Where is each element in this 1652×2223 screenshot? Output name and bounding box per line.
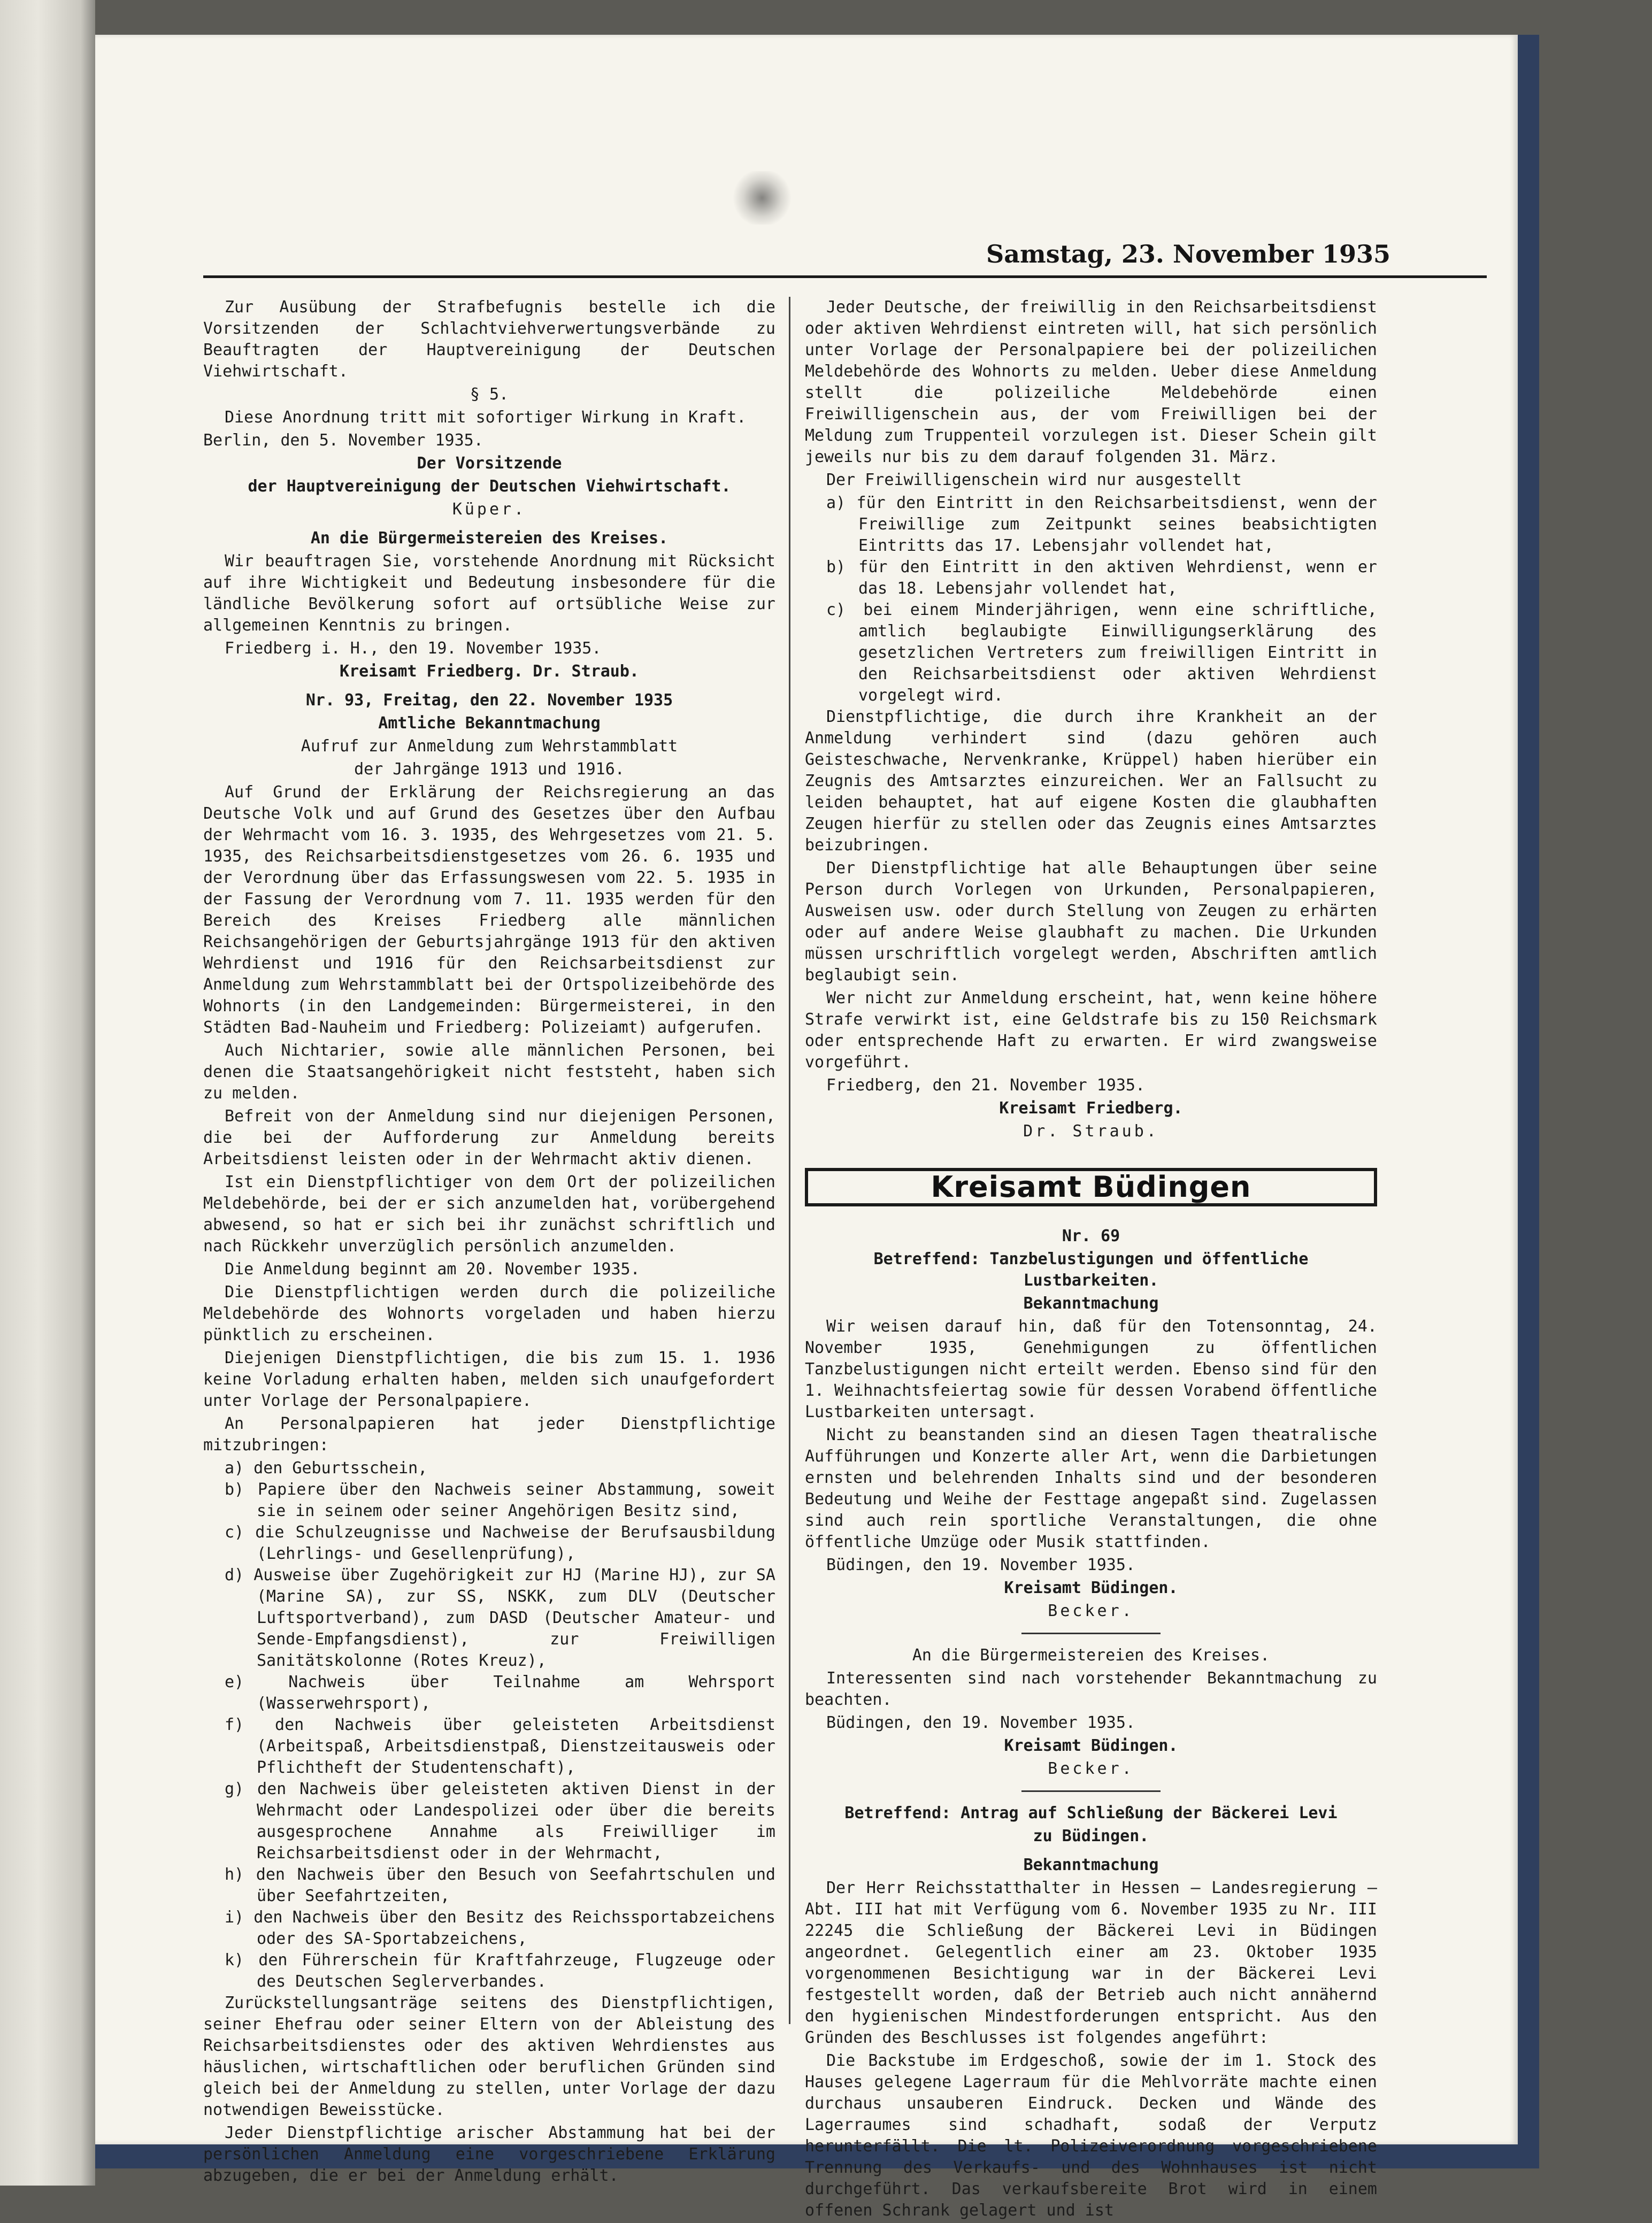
- list-item: g) den Nachweis über geleisteten aktiven Dienst in der Wehrmacht oder Landespolizei oder über die bereits ausgesprochene Annahme als Freiwilliger im Reichsarbeitsdienst oder in der Wehrmacht,: [225, 1780, 775, 1863]
- paragraph: Befreit von der Anmeldung sind nur diejenigen Personen, die bei der Aufforderung zur Anmeldung bereits Arbeitsdienst leisten oder in der Wehrmacht aktiv dienen.: [203, 1107, 775, 1168]
- paragraph: Wir weisen darauf hin, daß für den Totensonntag, 24. November 1935, Genehmigungen zu öffentlichen Tanzbelustigungen nicht erteilt werden. Ebenso sind für den 1. Weihnachtsfeiertag sowie für dessen Vorabend öffentliche Lustbarkeiten untersagt.: [805, 1317, 1377, 1421]
- paragraph: Jeder Deutsche, der freiwillig in den Reichsarbeitsdienst oder aktiven Wehrdienst eintreten will, hat sich persönlich unter Vorlage der Personalpapiere bei der polizeilichen Meldebehörde des Wohnorts zu melden. Ueber diese Anmeldung stellt die polizeiliche Meldebehörde einen Freiwilligenschein aus, der vom Freiwilligen bei der Meldung zum Truppenteil vorzulegen ist. Dieser Schein gilt jeweils nur bis zu dem darauf folgenden 31. März.: [805, 298, 1377, 466]
- place-date: Berlin, den 5. November 1935.: [203, 431, 483, 450]
- separator-rule: [1021, 1790, 1161, 1792]
- paragraph: Die Anmeldung beginnt am 20. November 1935.: [225, 1260, 640, 1279]
- paragraph: Auf Grund der Erklärung der Reichsregierung an das Deutsche Volk und auf Grund des Gesetzes über den Aufbau der Wehrmacht vom 16. 3. 1935, des Wehrgesetzes vom 21. 5. 1935, des Reichsarbeitsdienstgesetzes vom 26. 6. 1935 und der Verordnung über das Erfassungswesen vom 22. 5. 1935 in der Fassung der Verordnung vom 7. 11. 1935 werden für den Bereich des Kreises Friedberg alle männlichen Reichsangehörigen der Geburtsjahrgänge 1913 für den aktiven Wehrdienst und 1916 für den Reichsarbeitsdienst zur Anmeldung zum Wehrstammblatt bei der Ortspolizeibehörde des Wohnorts (in den Landgemeinden: Bürgermeisterei, in den Städten Bad-Nauheim und Friedberg: Polizeiamt) aufgerufen.: [203, 783, 775, 1037]
- paragraph: Die Dienstpflichtigen werden durch die polizeiliche Meldebehörde des Wohnorts vorgeladen und haben hierzu pünktlich zu erscheinen.: [203, 1283, 775, 1344]
- section-heading: § 5.: [470, 385, 509, 404]
- paragraph: Interessenten sind nach vorstehender Bekanntmachung zu beachten.: [805, 1669, 1377, 1709]
- notice-number: Nr. 69: [1062, 1227, 1120, 1245]
- paragraph: Der Freiwilligenschein wird nur ausgestellt: [826, 471, 1242, 489]
- list-item: e) Nachweis über Teilnahme am Wehrsport (Wasserwehrsport),: [225, 1673, 775, 1713]
- place-date: Büdingen, den 19. November 1935.: [826, 1556, 1135, 1574]
- subject-line: Betreffend: Antrag auf Schließung der Bäckerei Levi: [844, 1804, 1338, 1822]
- paragraph: Auch Nichtarier, sowie alle männlichen Personen, bei denen die Staatsangehörigkeit nicht feststeht, haben sich zu melden.: [203, 1041, 775, 1103]
- paragraph: Diese Anordnung tritt mit sofortiger Wirkung in Kraft.: [225, 408, 747, 427]
- signature-name: Küper.: [452, 500, 527, 519]
- signature-line: Kreisamt Büdingen.: [1004, 1579, 1178, 1597]
- signature-line: Kreisamt Friedberg. Dr. Straub.: [340, 662, 639, 681]
- condition-list: [805, 493, 1377, 706]
- signature-name: Becker.: [1048, 1602, 1134, 1620]
- header-rule: [203, 275, 1487, 278]
- subject-line: zu Büdingen.: [1033, 1827, 1149, 1845]
- address-heading: An die Bürgermeistereien des Kreises.: [310, 529, 669, 548]
- list-item: i) den Nachweis über den Besitz des Reichssportabzeichens oder des SA-Sportabzeichens,: [225, 1908, 775, 1948]
- list-item: f) den Nachweis über geleisteten Arbeitsdienst (Arbeitspaß, Arbeitsdienstpaß, Dienstzeitausweis oder Pflichtheft der Studentenschaft),: [225, 1716, 775, 1777]
- list-item: b) für den Eintritt in den aktiven Wehrdienst, wenn er das 18. Lebensjahr vollendet hat,: [826, 558, 1377, 598]
- list-item: a) den Geburtsschein,: [225, 1459, 428, 1478]
- paragraph: Der Dienstpflichtige hat alle Behauptungen über seine Person durch Vorlegen von Urkunden, Personalpapieren, Ausweisen usw. oder durch Stellung von Zeugen zu erhärten oder auf andere Weise glaubhaft zu machen. Die Urkunden müssen urschriftlich vorgelegt werden, Abschriften amtlich beglaubigt sein.: [805, 859, 1377, 984]
- paragraph: Zur Ausübung der Strafbefugnis bestelle ich die Vorsitzenden der Schlachtviehverwertungsverbände zu Beauftragten der Hauptvereinigung der Deutschen Viehwirtschaft.: [203, 298, 775, 381]
- paragraph: Ist ein Dienstpflichtiger von dem Ort der polizeilichen Meldebehörde, bei der er sich anzumelden hat, vorübergehend abwesend, so hat er sich bei ihr zunächst schriftlich und nach Rückkehr unverzüglich persönlich anzumelden.: [203, 1173, 775, 1256]
- paragraph: Die Backstube im Erdgeschoß, sowie der im 1. Stock des Hauses gelegene Lagerraum für die Mehlvorräte machte einen durchaus unsauberen Eindruck. Decken und Wände des Lagerraumes sind schadhaft, sodaß der Verputz herunterfällt. Die lt. Polizeiverordnung vorgeschriebene Trennung des Verkaufs- und des Wohnhauses ist nicht durchgeführt. Das verkaufsbereite Brot wird in einem offenen Schrank gelagert und ist: [805, 2051, 1377, 2220]
- signature-name: Becker.: [1048, 1759, 1134, 1778]
- list-item: c) bei einem Minderjährigen, wenn eine schriftliche, amtlich beglaubigte Einwilligungserklärung des gesetzlichen Vertreters zum freiwilligen Eintritt in den Reichsarbeitsdienst oder aktiven Wehrdienst vorgelegt wird.: [826, 601, 1377, 705]
- notice-type: Amtliche Bekanntmachung: [378, 714, 601, 733]
- signature-name: Dr. Straub.: [1023, 1122, 1159, 1141]
- right-column: [805, 297, 1377, 2223]
- notice-number: Nr. 93, Freitag, den 22. November 1935: [305, 691, 673, 710]
- section-banner: Kreisamt Büdingen: [805, 1168, 1377, 1206]
- list-item: d) Ausweise über Zugehörigkeit zur HJ (Marine HJ), zur SA (Marine SA), zur SS, NSKK, zum DLV (Deutscher Luftsportverband), zum DASD (Deutscher Amateur- und Sende-Empfangsdienst), zur Freiwilligen Sanitätskolonne (Rotes Kreuz),: [225, 1566, 775, 1670]
- paragraph: Diejenigen Dienstpflichtigen, die bis zum 15. 1. 1936 keine Vorladung erhalten haben, melden sich unaufgefordert unter Vorlage der Personalpapiere.: [203, 1349, 775, 1410]
- signature-line: Kreisamt Büdingen.: [1004, 1736, 1178, 1755]
- paragraph: Wer nicht zur Anmeldung erscheint, hat, wenn keine höhere Strafe verwirkt ist, eine Geldstrafe bis zu 150 Reichsmark oder entsprechende Haft zu erwarten. Er wird zwangsweise vorgeführt.: [805, 989, 1377, 1072]
- signature-line: Kreisamt Friedberg.: [999, 1099, 1183, 1118]
- ink-stamp-mark: [730, 171, 794, 225]
- notice-type: Bekanntmachung: [1023, 1294, 1159, 1313]
- paragraph: Der Herr Reichsstatthalter in Hessen — Landesregierung — Abt. III hat mit Verfügung vom 6. November 1935 zu Nr. III 22245 die Schließung der Bäckerei Levi in Büdingen angeordnet. Gelegentlich einer am 23. Oktober 1935 vorgenommenen Besichtigung war in der Bäckerei Levi festgestellt worden, daß der Betrieb auch nicht annähernd den hygienischen Mindestforderungen entspricht. Aus den Gründen des Beschlusses ist folgendes angeführt:: [805, 1879, 1377, 2047]
- column-divider: [789, 297, 790, 2024]
- left-column: [203, 297, 775, 2188]
- paragraph: Wir beauftragen Sie, vorstehende Anordnung mit Rücksicht auf ihre Wichtigkeit und Bedeutung insbesondere für die ländliche Bevölkerung sofort auf ortsübliche Weise zur allgemeinen Kenntnis zu bringen.: [203, 552, 775, 635]
- paragraph: Jeder Dienstpflichtige arischer Abstammung hat bei der persönlichen Anmeldung eine vorgeschriebene Erklärung abzugeben, die er bei der Anmeldung erhält.: [203, 2124, 775, 2185]
- notice-title: Aufruf zur Anmeldung zum Wehrstammblatt: [301, 737, 678, 756]
- list-item: a) für den Eintritt in den Reichsarbeitsdienst, wenn der Freiwillige zum Zeitpunkt seines beabsichtigten Eintritts das 17. Lebensjahr vollendet hat,: [826, 494, 1377, 555]
- page-header: [203, 230, 1487, 278]
- paragraph: Zurückstellungsanträge seitens des Dienstpflichtigen, seiner Ehefrau oder seiner Eltern von der Ableistung des Reichsarbeitsdienstes oder des aktiven Wehrdienstes aus häuslichen, wirtschaftlichen oder beruflichen Gründen sind gleich bei der Anmeldung zu stellen, unter Vorlage der dazu notwendigen Beweisstücke.: [203, 1994, 775, 2119]
- list-item: c) die Schulzeugnisse und Nachweise der Berufsausbildung (Lehrlings- und Gesellenprüfung),: [225, 1523, 775, 1563]
- place-date: Friedberg i. H., den 19. November 1935.: [225, 639, 602, 658]
- subject-line: Betreffend: Tanzbelustigungen und öffentliche Lustbarkeiten.: [873, 1250, 1309, 1290]
- signature-line: der Hauptvereinigung der Deutschen Viehwirtschaft.: [248, 477, 731, 496]
- list-item: b) Papiere über den Nachweis seiner Abstammung, soweit sie in seinem oder seiner Angehörigen Besitz sind,: [225, 1480, 775, 1520]
- paragraph: An Personalpapieren hat jeder Dienstpflichtige mitzubringen:: [203, 1414, 775, 1455]
- adjacent-page-edge: [0, 0, 95, 2186]
- list-item: k) den Führerschein für Kraftfahrzeuge, Flugzeuge oder des Deutschen Seglerverbandes.: [225, 1951, 775, 1991]
- signature-line: Der Vorsitzende: [417, 454, 562, 473]
- separator-rule: [1021, 1633, 1161, 1634]
- paragraph: Dienstpflichtige, die durch ihre Krankheit an der Anmeldung verhindert sind (dazu gehören auch Geisteschwache, Nervenkranke, Krüppel) haben hierüber ein Zeugnis des Amtsarztes einzureichen. Wer an Fallsucht zu leiden behauptet, hat auf eigene Kosten die glaubhaften Zeugen hierfür zu stellen oder das Zeugnis eines Amtsarztes beizubringen.: [805, 707, 1377, 855]
- page-title: Samstag, 23. November 1935: [986, 240, 1390, 268]
- notice-type: Bekanntmachung: [1023, 1856, 1159, 1874]
- address-heading: An die Bürgermeistereien des Kreises.: [912, 1646, 1270, 1665]
- place-date: Friedberg, den 21. November 1935.: [826, 1076, 1146, 1095]
- paragraph: Nicht zu beanstanden sind an diesen Tagen theatralische Aufführungen und Konzerte aller Art, wenn die Darbietungen ernsten und belehrenden Inhalts sind und der besonderen Bedeutung und Weihe der Festtage angepaßt sind. Zugelassen sind auch rein sportliche Veranstaltungen, die ohne öffentliche Umzüge oder Musik stattfinden.: [805, 1426, 1377, 1551]
- list-item: h) den Nachweis über den Besuch von Seefahrtschulen und über Seefahrtzeiten,: [225, 1865, 775, 1905]
- notice-title: der Jahrgänge 1913 und 1916.: [354, 760, 625, 779]
- place-date: Büdingen, den 19. November 1935.: [826, 1713, 1135, 1732]
- document-list: [203, 1458, 775, 1993]
